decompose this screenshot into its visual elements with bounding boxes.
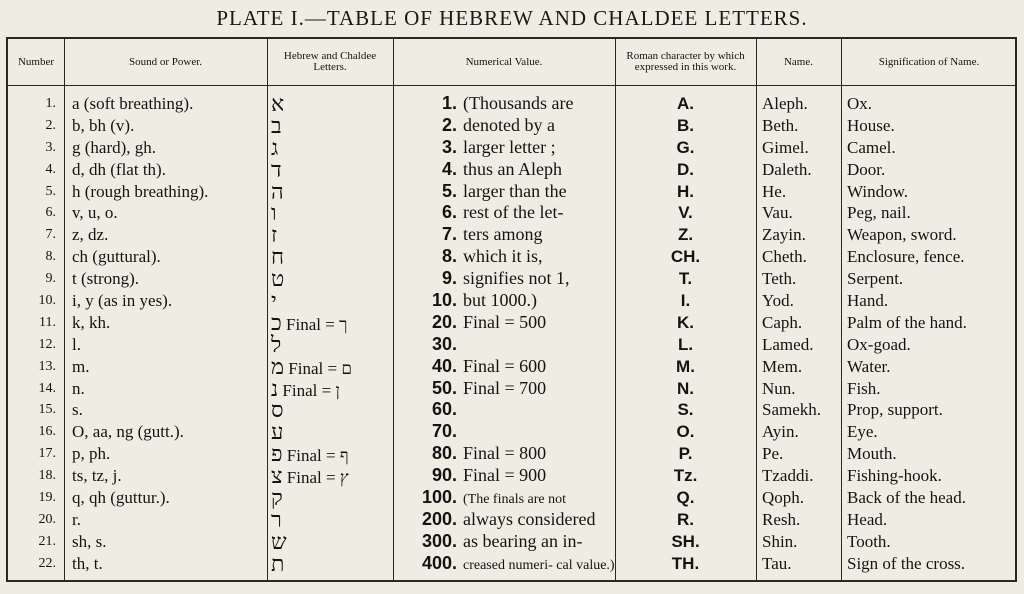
hebrew-letter: ה: [271, 178, 284, 204]
hebrew-letter: נ: [271, 375, 279, 401]
row-numerical-value: [393, 487, 615, 509]
row-signification: Serpent.: [847, 269, 904, 289]
row-sound: h (rough breathing).: [72, 181, 209, 201]
row-number: 2.: [45, 117, 56, 133]
row-signification: Camel.: [847, 137, 896, 157]
row-signification: Tooth.: [847, 531, 891, 551]
value-note: rest of the let-: [463, 202, 564, 223]
row-signification: Fishing-hook.: [847, 466, 942, 486]
row-numerical-value: [393, 378, 615, 400]
hebrew-letter: ט: [271, 266, 285, 292]
row-sound: m.: [72, 356, 90, 376]
row-number: 5.: [45, 183, 56, 199]
row-sound: ts, tz, j.: [72, 466, 122, 486]
row-numerical-value: [393, 181, 615, 203]
row-numerical-value: [393, 465, 615, 487]
hebrew-letter: א: [271, 91, 285, 116]
row-letter-name: Ayin.: [762, 422, 799, 442]
row-letter-name: Gimel.: [762, 137, 809, 157]
row-hebrew-letter: [267, 487, 393, 509]
hebrew-letter: ש: [271, 528, 287, 554]
value-number: 30.: [431, 333, 457, 354]
hebrew-letter: ל: [271, 331, 282, 357]
value-note: but 1000.): [463, 290, 537, 311]
value-number: 200.: [421, 508, 457, 529]
row-hebrew-letter: [267, 246, 393, 268]
row-hebrew-letter: [267, 506, 393, 532]
hebrew-letter: ק: [271, 485, 283, 511]
row-numerical-value: [393, 531, 615, 553]
row-number: 20.: [38, 511, 56, 527]
value-number: 8.: [441, 246, 457, 267]
row-letter-name: Lamed.: [762, 334, 814, 354]
row-letter-name: Samekh.: [762, 400, 822, 420]
row-letter-name: Teth.: [762, 269, 797, 289]
row-sound: d, dh (flat th).: [72, 159, 166, 179]
row-numerical-value: [393, 268, 615, 290]
value-note: larger than the: [463, 180, 567, 201]
row-letter-name: Vau.: [762, 203, 793, 223]
row-letter-name: Aleph.: [762, 94, 808, 113]
row-roman-character: K.: [677, 312, 694, 332]
value-note: as bearing an in-: [463, 530, 583, 551]
row-hebrew-letter: [267, 550, 393, 576]
row-sound: l.: [72, 334, 81, 354]
row-number: 8.: [45, 249, 56, 265]
header-name: Name.: [783, 55, 813, 68]
row-hebrew-letter: [267, 134, 393, 160]
row-roman-character: L.: [677, 334, 694, 354]
row-roman-character: CH.: [670, 247, 701, 267]
row-letter-name: Qoph.: [762, 488, 805, 508]
row-signification: Mouth.: [847, 444, 897, 464]
hebrew-letter: ד: [271, 156, 282, 182]
header-rule: [8, 85, 1015, 86]
value-note: signifies not 1,: [463, 268, 570, 289]
row-sound: th, t.: [72, 553, 103, 573]
row-letter-name: Mem.: [762, 356, 803, 376]
value-note: Final = 500: [463, 311, 547, 332]
row-number: 16.: [38, 424, 56, 440]
row-numerical-value: [393, 509, 615, 531]
row-hebrew-letter: [267, 443, 393, 465]
value-note: which it is,: [463, 246, 543, 267]
value-note: Final = 600: [463, 355, 547, 376]
row-hebrew-letter: [267, 399, 393, 421]
header-signification: Signification of Name.: [878, 55, 980, 68]
row-letter-name: Pe.: [762, 444, 784, 464]
row-letter-name: Tzaddi.: [762, 466, 814, 486]
row-signification: Head.: [847, 509, 888, 529]
row-sound: r.: [72, 509, 81, 529]
value-number: 1.: [441, 93, 457, 113]
row-numerical-value: [393, 137, 615, 159]
row-hebrew-letter: [267, 528, 393, 554]
hebrew-letter: י: [271, 288, 277, 314]
header-hebrew: Hebrew and Chaldee Letters.: [283, 50, 377, 73]
row-roman-character: SH.: [671, 531, 700, 551]
hebrew-letter: ס: [271, 397, 284, 423]
row-roman-character: T.: [678, 269, 693, 289]
value-note: ters among: [463, 224, 543, 245]
value-number: 40.: [431, 355, 457, 376]
row-roman-character: I.: [680, 291, 691, 311]
row-signification: Door.: [847, 159, 886, 179]
row-hebrew-letter: [267, 331, 393, 357]
value-note: (The finals are not: [463, 492, 567, 508]
row-roman-character: D.: [677, 159, 694, 179]
hebrew-letter: ז: [271, 222, 278, 248]
row-letter-name: Caph.: [762, 312, 803, 332]
value-number: 5.: [441, 180, 457, 201]
row-number: 4.: [45, 161, 56, 177]
value-number: 7.: [441, 224, 457, 245]
row-numerical-value: [393, 93, 615, 115]
row-numerical-value: [393, 356, 615, 378]
row-hebrew-letter: [267, 375, 393, 401]
row-roman-character: G.: [676, 137, 695, 157]
row-number: 12.: [38, 336, 56, 352]
value-number: 6.: [441, 202, 457, 223]
plate-title: PLATE I.—TABLE OF HEBREW AND CHALDEE LETTERS.: [216, 6, 808, 30]
row-sound: O, aa, ng (gutt.).: [72, 422, 184, 442]
row-numerical-value: [393, 290, 615, 312]
row-hebrew-letter: [267, 268, 393, 290]
header-value: Numerical Value.: [465, 55, 543, 68]
row-number: 17.: [38, 446, 56, 462]
row-signification: Ox-goad.: [847, 334, 911, 354]
row-number: 11.: [39, 314, 56, 330]
row-hebrew-letter: [267, 178, 393, 204]
hebrew-letter: ח: [271, 244, 285, 270]
row-sound: k, kh.: [72, 312, 111, 332]
hebrew-column: [267, 93, 393, 575]
row-signification: House.: [847, 115, 895, 135]
row-hebrew-letter: [267, 93, 393, 115]
hebrew-final-form: Final = ם: [284, 358, 352, 378]
row-hebrew-letter: [267, 112, 393, 138]
row-hebrew-letter: [267, 224, 393, 246]
value-number: 4.: [441, 158, 457, 179]
row-numerical-value: [393, 312, 615, 334]
row-sound: sh, s.: [72, 531, 107, 551]
value-note: Final = 700: [463, 377, 547, 398]
row-hebrew-letter: [267, 421, 393, 443]
row-hebrew-letter: [267, 353, 393, 379]
hebrew-letter: ת: [271, 550, 285, 576]
row-roman-character: N.: [677, 378, 694, 398]
value-number: 2.: [441, 114, 457, 135]
row-numerical-value: [393, 159, 615, 181]
row-roman-character: H.: [677, 181, 694, 201]
hebrew-letter: ו: [271, 200, 277, 226]
row-number: 21.: [38, 533, 56, 549]
row-sound: t (strong).: [72, 269, 140, 289]
row-signification: Ox.: [847, 94, 873, 113]
row-letter-name: Resh.: [762, 509, 801, 529]
row-signification: Palm of the hand.: [847, 312, 967, 332]
row-signification: Peg, nail.: [847, 203, 911, 223]
row-numerical-value: [393, 224, 615, 246]
row-signification: Window.: [847, 181, 909, 201]
row-numerical-value: [393, 334, 615, 356]
row-number: 1.: [45, 96, 56, 111]
row-sound: n.: [72, 378, 85, 398]
row-letter-name: Tau.: [762, 553, 792, 573]
row-letter-name: He.: [762, 181, 787, 201]
row-numerical-value: [393, 115, 615, 137]
row-signification: Hand.: [847, 291, 889, 311]
hebrew-letter: מ: [271, 353, 285, 379]
header-number: Number: [17, 55, 55, 68]
row-numerical-value: [393, 443, 615, 465]
row-roman-character: Z.: [677, 225, 694, 245]
row-signification: Water.: [847, 356, 891, 376]
row-letter-name: Cheth.: [762, 247, 807, 267]
row-letter-name: Nun.: [762, 378, 796, 398]
row-roman-character: Tz.: [673, 466, 698, 486]
row-numerical-value: [393, 553, 615, 575]
hebrew-letter: צ: [271, 463, 283, 489]
row-sound: q, qh (guttur.).: [72, 488, 170, 508]
hebrew-letter: ג: [271, 134, 279, 160]
row-sound: a (soft breathing).: [72, 94, 194, 113]
number-column: [8, 93, 64, 575]
value-number: 70.: [431, 421, 457, 442]
row-signification: Eye.: [847, 422, 878, 442]
row-signification: Sign of the cross.: [847, 553, 966, 573]
row-sound: g (hard), gh.: [72, 137, 157, 157]
row-number: 9.: [45, 271, 56, 287]
value-number: 3.: [441, 136, 457, 157]
value-number: 50.: [431, 377, 457, 398]
hebrew-letter: פ: [271, 441, 283, 467]
sound-column: [64, 93, 267, 575]
row-signification: Prop, support.: [847, 400, 943, 420]
name-column: [756, 93, 841, 575]
row-roman-character: B.: [677, 115, 694, 135]
row-number: 3.: [45, 139, 56, 155]
value-number: 100.: [421, 487, 457, 508]
row-sound: s.: [72, 400, 83, 420]
value-note: denoted by a: [463, 114, 555, 135]
value-note: (Thousands are: [463, 93, 574, 113]
row-roman-character: V.: [678, 203, 693, 223]
row-letter-name: Daleth.: [762, 159, 812, 179]
hebrew-letter: ע: [271, 419, 284, 445]
header-sound: Sound or Power.: [128, 55, 203, 68]
row-number: 10.: [38, 293, 56, 309]
row-number: 14.: [38, 380, 56, 396]
value-column: [393, 93, 615, 575]
value-note: always considered: [463, 508, 596, 529]
row-hebrew-letter: [267, 156, 393, 182]
row-hebrew-letter: [267, 309, 393, 335]
row-numerical-value: [393, 399, 615, 421]
row-number: 13.: [38, 358, 56, 374]
hebrew-letter: ר: [271, 506, 282, 532]
row-letter-name: Beth.: [762, 115, 799, 135]
signification-column: [841, 93, 1017, 575]
row-number: 22.: [38, 555, 56, 571]
value-note: Final = 800: [463, 443, 547, 464]
row-number: 6.: [45, 205, 56, 221]
row-sound: v, u, o.: [72, 203, 118, 223]
hebrew-letter: כ: [271, 309, 282, 335]
row-number: 15.: [38, 402, 56, 418]
row-hebrew-letter: [267, 290, 393, 312]
row-signification: Fish.: [847, 378, 881, 398]
hebrew-letter: ב: [271, 112, 282, 138]
row-signification: Enclosure, fence.: [847, 247, 965, 267]
value-note: thus an Aleph: [463, 158, 562, 179]
roman-column: [615, 93, 756, 575]
value-note: larger letter ;: [463, 136, 556, 157]
row-letter-name: Yod.: [762, 291, 794, 311]
value-number: 90.: [431, 465, 457, 486]
value-number: 300.: [421, 530, 457, 551]
value-number: 80.: [431, 443, 457, 464]
row-signification: Weapon, sword.: [847, 225, 957, 245]
row-sound: b, bh (v).: [72, 115, 135, 135]
row-roman-character: M.: [676, 356, 695, 376]
value-number: 9.: [441, 268, 457, 289]
row-roman-character: P.: [678, 444, 693, 464]
row-number: 19.: [38, 490, 56, 506]
row-hebrew-letter: [267, 202, 393, 224]
row-roman-character: Q.: [676, 488, 695, 508]
hebrew-final-form: Final = ך: [281, 314, 348, 334]
row-number: 7.: [45, 227, 56, 243]
row-numerical-value: [393, 202, 615, 224]
row-roman-character: S.: [677, 400, 694, 420]
row-roman-character: R.: [677, 509, 694, 529]
row-sound: ch (guttural).: [72, 247, 161, 267]
row-letter-name: Shin.: [762, 531, 798, 551]
row-roman-character: A.: [677, 94, 694, 113]
value-note: creased numeri- cal value.): [463, 557, 615, 573]
row-signification: Back of the head.: [847, 488, 966, 508]
hebrew-final-form: Final = ץ: [282, 468, 349, 488]
hebrew-final-form: Final = ן: [278, 380, 340, 400]
row-sound: i, y (as in yes).: [72, 291, 173, 311]
letters-table: [6, 37, 1017, 582]
row-roman-character: O.: [676, 422, 695, 442]
value-number: 60.: [431, 399, 457, 420]
row-hebrew-letter: [267, 465, 393, 487]
value-number: 400.: [421, 552, 457, 573]
row-letter-name: Zayin.: [762, 225, 806, 245]
header-roman: Roman character by which expressed in this work.: [626, 50, 745, 73]
row-numerical-value: [393, 246, 615, 268]
value-note: Final = 900: [463, 465, 547, 486]
value-number: 20.: [431, 311, 457, 332]
row-numerical-value: [393, 421, 615, 443]
row-sound: p, ph.: [72, 444, 111, 464]
row-sound: z, dz.: [72, 225, 109, 245]
hebrew-final-form: Final = ף: [282, 446, 349, 466]
value-number: 10.: [431, 290, 457, 311]
row-number: 18.: [38, 468, 56, 484]
row-roman-character: TH.: [671, 553, 700, 573]
